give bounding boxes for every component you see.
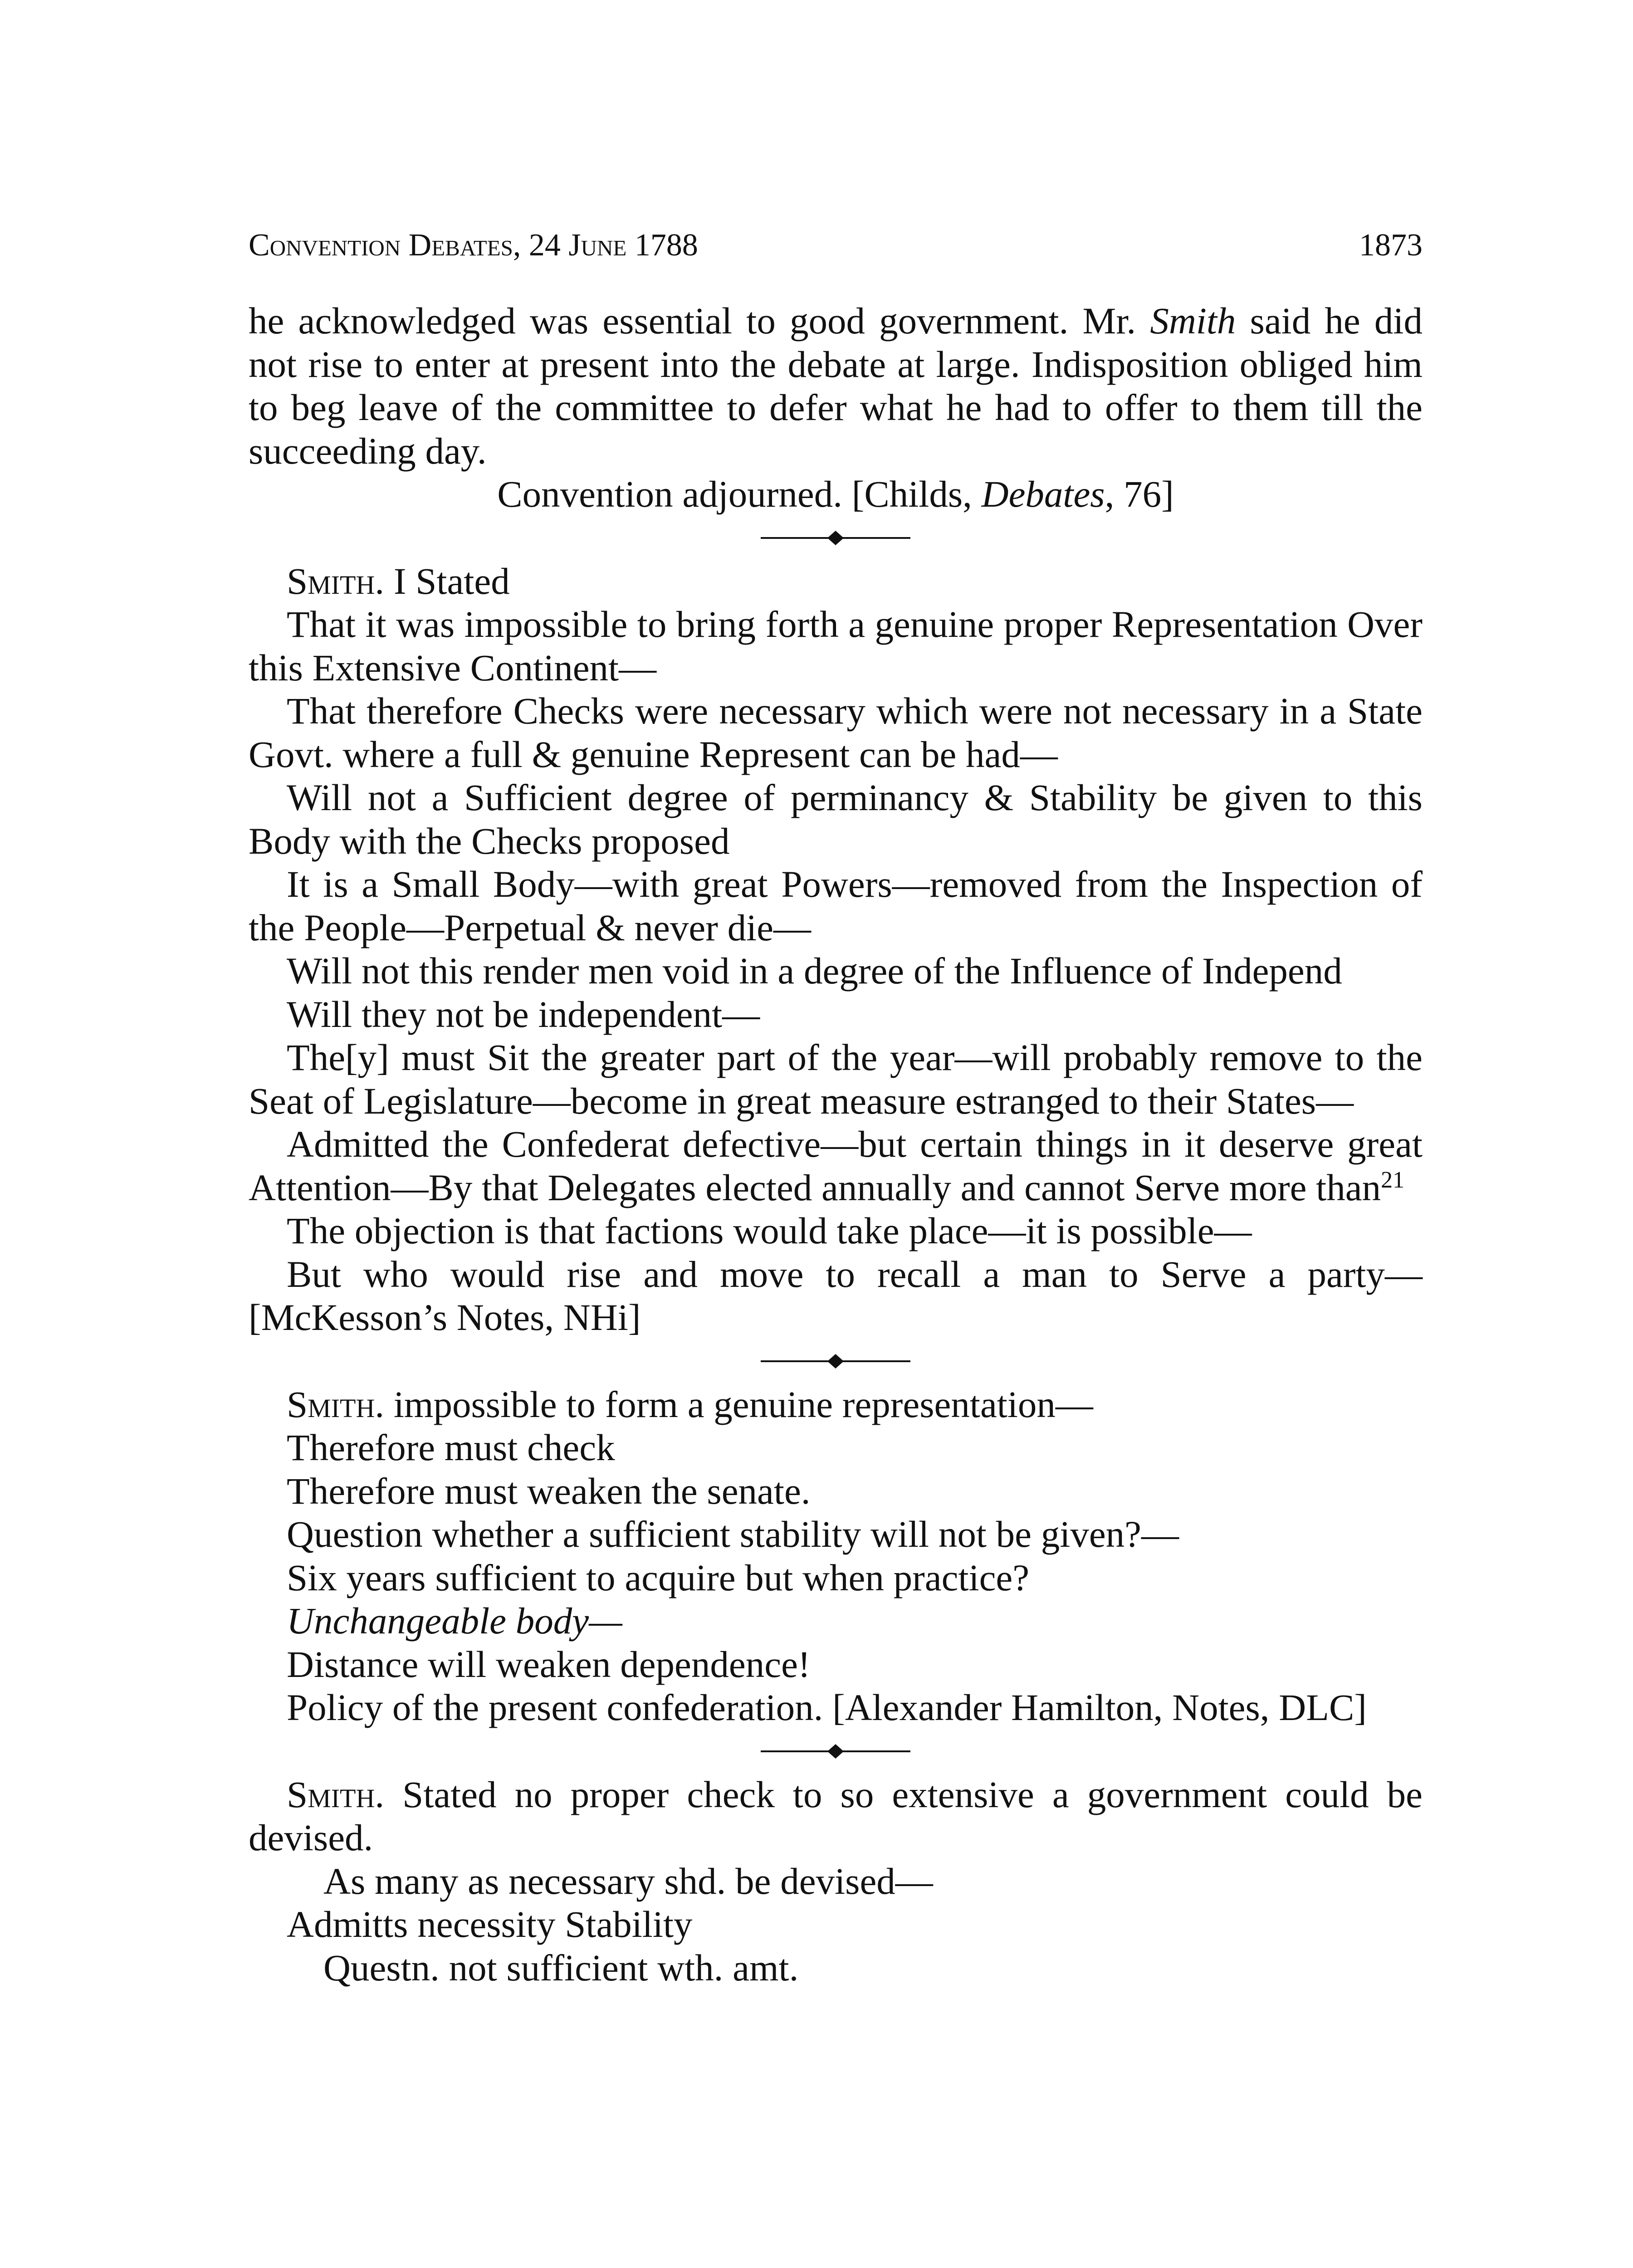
text-run: , 76] xyxy=(1105,473,1174,515)
paragraph: Therefore must check xyxy=(287,1427,615,1468)
italic-line: Unchangeable body— xyxy=(287,1600,622,1642)
diamond-rule-icon xyxy=(761,1742,910,1760)
paragraph xyxy=(249,1773,1423,1860)
speaker-name: Smith xyxy=(287,1383,375,1425)
paragraph: Will not this render men void in a degree of the Influence of Independ xyxy=(287,950,1342,992)
speaker-name-italic: Smith xyxy=(1150,300,1236,342)
paragraph xyxy=(249,299,1423,473)
section-ornament xyxy=(249,1339,1423,1383)
paragraph: Will they not be independent— xyxy=(287,993,760,1035)
paragraph xyxy=(249,1123,1423,1209)
diamond-rule-icon xyxy=(761,529,910,547)
paragraph: Six years sufficient to acquire but when practice? xyxy=(287,1556,1030,1598)
footnote-ref: 21 xyxy=(1381,1167,1405,1193)
body-text xyxy=(249,299,1423,1989)
paragraph: As many as necessary shd. be devised— xyxy=(323,1860,933,1902)
paragraph: That it was impossible to bring forth a genuine proper Representation Over this Extensive Continent— xyxy=(249,603,1423,689)
paragraph: But who would rise and move to recall a man to Serve a party— [McKesson’s Notes, NHi] xyxy=(249,1253,1423,1338)
section-ornament xyxy=(249,1730,1423,1773)
paragraph: That therefore Checks were necessary which were not necessary in a State Govt. where a full & genuine Represent can be had— xyxy=(249,690,1423,775)
paragraph: Policy of the present confederation. [Alexander Hamilton, Notes, DLC] xyxy=(287,1686,1367,1728)
diamond-rule-icon xyxy=(761,1352,910,1370)
paragraph: Admitts necessity Stability xyxy=(287,1903,693,1945)
section-ornament xyxy=(249,516,1423,560)
paragraph xyxy=(249,1599,1423,1643)
page-number: 1873 xyxy=(1359,228,1423,263)
paragraph xyxy=(249,560,1423,603)
running-header xyxy=(249,220,1423,270)
paragraph xyxy=(249,1383,1423,1427)
paragraph: Question whether a sufficient stability will not be given?— xyxy=(287,1513,1179,1555)
source-title-italic: Debates xyxy=(981,473,1105,515)
speaker-name: Smith xyxy=(287,1773,375,1815)
running-head: Convention Debates, 24 June 1788 xyxy=(249,228,698,263)
paragraph: Will not a Sufficient degree of perminancy & Stability be given to this Body with the Checks proposed xyxy=(249,777,1423,862)
text-run: Admitted the Confederat defective—but certain things in it deserve great Attention—By that Delegates elected annually and cannot Serve more than xyxy=(249,1123,1423,1208)
text-run: . I Stated xyxy=(375,560,510,602)
paragraph: The[y] must Sit the greater part of the year—will probably remove to the Seat of Legislature—become in great measure estranged to their States— xyxy=(249,1036,1423,1122)
speaker-name: Smith xyxy=(287,560,375,602)
text-run: he acknowledged was essential to good government. Mr. xyxy=(249,300,1150,342)
paragraph: The objection is that factions would take place—it is possible— xyxy=(287,1210,1252,1251)
text-run: said he did not rise to enter at present into the debate at large. Indisposition obliged him to beg leave of the committee to defer what he had to offer to them till the succeeding day. xyxy=(249,300,1423,472)
adjournment-line xyxy=(249,473,1423,516)
paragraph: It is a Small Body—with great Powers—removed from the Inspection of the People—Perpetual & never die— xyxy=(249,863,1423,948)
paragraph: Distance will weaken dependence! xyxy=(287,1643,811,1685)
paragraph: Questn. not sufficient wth. amt. xyxy=(323,1946,799,1989)
text-run: . Stated no proper check to so extensive a government could be devised. xyxy=(249,1773,1423,1858)
text-run: . impossible to form a genuine representation— xyxy=(375,1383,1093,1425)
text-run: Convention adjourned. [Childs, xyxy=(497,473,982,515)
paragraph: Therefore must weaken the senate. xyxy=(287,1470,811,1512)
